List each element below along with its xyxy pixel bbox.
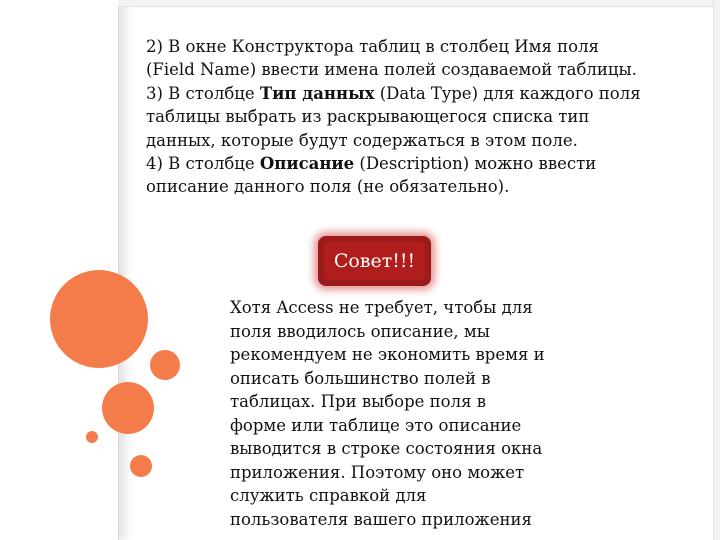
tip-line: рекомендуем не экономить время и xyxy=(230,345,545,364)
tip-line: описать большинство полей в xyxy=(230,368,491,388)
instruction-line: 3) В столбце Тип данных (Data Type) для каждого поля xyxy=(146,83,641,103)
top-frame-edge xyxy=(118,0,720,7)
bold-term: Описание xyxy=(259,154,355,174)
instructions-text xyxy=(146,35,706,199)
tip-callout-label: Совет!!! xyxy=(324,242,425,280)
tip-line: Хотя Access не требует, чтобы для xyxy=(230,298,533,317)
bold-term: Тип данных xyxy=(259,83,375,103)
decor-circle-tiny xyxy=(86,431,98,443)
instruction-line: (Field Name) ввести имена полей создаваемой таблицы. xyxy=(146,60,637,80)
instruction-line: описание данного поля (не обязательно). xyxy=(146,177,510,197)
decor-circle-large xyxy=(50,270,148,368)
instruction-line: 4) В столбце Описание (Description) можно ввести xyxy=(146,154,597,174)
decor-circle-small xyxy=(150,350,180,380)
tip-text xyxy=(230,296,580,531)
instruction-line: 2) В окне Конструктора таблиц в столбец Имя поля xyxy=(146,37,599,56)
tip-line: форме или таблице это описание xyxy=(230,415,522,435)
decor-circle-medium xyxy=(102,382,154,434)
tip-line: пользователя вашего приложения xyxy=(230,509,532,529)
instruction-line: таблицы выбрать из раскрывающегося списка тип xyxy=(146,107,590,127)
tip-line: служить справкой для xyxy=(230,486,427,505)
tip-line: таблицах. При выборе поля в xyxy=(230,392,487,411)
tip-callout-box xyxy=(318,236,431,286)
right-frame-edge xyxy=(713,0,720,540)
tip-line: выводится в строке состояния окна xyxy=(230,439,543,458)
decor-circle-small xyxy=(130,455,152,477)
tip-line: поля вводилось описание, мы xyxy=(230,321,490,341)
tip-line: приложения. Поэтому оно может xyxy=(230,462,525,482)
instruction-line: данных, которые будут содержаться в этом поле. xyxy=(146,130,578,150)
